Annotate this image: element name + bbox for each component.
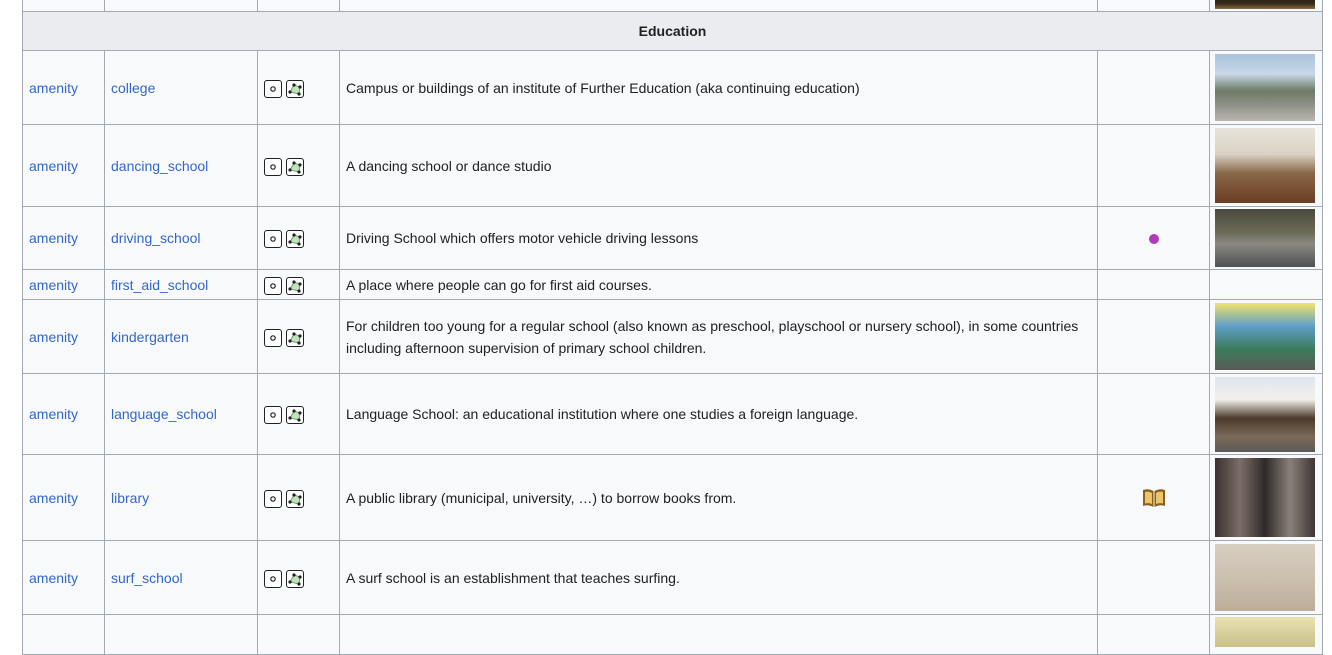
area-icon[interactable] bbox=[286, 80, 304, 98]
key-cell bbox=[23, 374, 105, 455]
table-row bbox=[23, 541, 1323, 615]
area-icon[interactable] bbox=[286, 158, 304, 176]
section-header-row bbox=[23, 12, 1323, 51]
table-row bbox=[23, 374, 1323, 455]
photo-cell bbox=[1210, 207, 1323, 270]
photo-cell bbox=[1210, 300, 1323, 374]
node-icon[interactable] bbox=[264, 80, 282, 98]
photo-cell bbox=[1210, 374, 1323, 455]
shelves-photo[interactable] bbox=[1215, 458, 1315, 537]
area-icon[interactable] bbox=[286, 329, 304, 347]
key-link[interactable]: amenity bbox=[29, 79, 79, 96]
key-cell bbox=[23, 541, 105, 615]
purple-dot-icon bbox=[1149, 234, 1159, 244]
area-icon[interactable] bbox=[286, 490, 304, 508]
key-cell bbox=[23, 51, 105, 125]
key-cell bbox=[23, 300, 105, 374]
value-link[interactable]: first_aid_school bbox=[111, 276, 209, 293]
element-icons bbox=[258, 374, 340, 455]
table-row bbox=[23, 207, 1323, 270]
element-icons bbox=[258, 541, 340, 615]
node-icon[interactable] bbox=[264, 570, 282, 588]
value-cell bbox=[105, 374, 258, 455]
description-cell: A surf school is an establishment that teaches surfing. bbox=[340, 541, 1098, 615]
table-row bbox=[23, 270, 1323, 300]
key-cell bbox=[23, 207, 105, 270]
rendering-cell bbox=[1098, 541, 1210, 615]
rendering-cell bbox=[1098, 207, 1210, 270]
section-title: Education bbox=[23, 12, 1323, 51]
building-photo[interactable] bbox=[1215, 377, 1315, 452]
rendering-cell bbox=[1098, 455, 1210, 541]
element-icons bbox=[258, 125, 340, 207]
description-cell: A public library (municipal, university, …) to borrow books from. bbox=[340, 455, 1098, 541]
previous-row bbox=[23, 0, 1323, 12]
description-cell: Language School: an educational institution where one studies a foreign language. bbox=[340, 374, 1098, 455]
photo-cell bbox=[1210, 541, 1323, 615]
node-icon[interactable] bbox=[264, 329, 282, 347]
value-cell bbox=[105, 270, 258, 300]
table-row bbox=[23, 51, 1323, 125]
node-icon[interactable] bbox=[264, 490, 282, 508]
rendering-cell bbox=[1098, 374, 1210, 455]
car-photo[interactable] bbox=[1215, 209, 1315, 267]
next-row bbox=[23, 615, 1323, 655]
key-link[interactable]: amenity bbox=[29, 230, 79, 246]
node-icon[interactable] bbox=[264, 277, 282, 295]
rendering-cell bbox=[1098, 125, 1210, 207]
value-link[interactable]: driving_school bbox=[111, 230, 201, 246]
element-icons bbox=[258, 270, 340, 300]
key-link[interactable]: amenity bbox=[29, 276, 79, 293]
description-cell: Campus or buildings of an institute of Further Education (aka continuing education) bbox=[340, 51, 1098, 125]
table-row bbox=[23, 300, 1323, 374]
previous-photo[interactable] bbox=[1215, 0, 1315, 9]
classroom-photo[interactable] bbox=[1215, 303, 1315, 370]
value-link[interactable]: library bbox=[111, 489, 150, 506]
area-icon[interactable] bbox=[286, 570, 304, 588]
value-link[interactable]: surf_school bbox=[111, 569, 183, 586]
value-cell bbox=[105, 51, 258, 125]
photo-cell bbox=[1210, 455, 1323, 541]
description-cell: A dancing school or dance studio bbox=[340, 125, 1098, 207]
value-link[interactable]: dancing_school bbox=[111, 157, 209, 174]
element-icons bbox=[258, 455, 340, 541]
key-link[interactable]: amenity bbox=[29, 489, 79, 506]
map-features-table bbox=[22, 0, 1323, 655]
table-row bbox=[23, 455, 1323, 541]
table-row bbox=[23, 125, 1323, 207]
key-link[interactable]: amenity bbox=[29, 328, 79, 345]
value-cell bbox=[105, 207, 258, 270]
element-icons bbox=[258, 51, 340, 125]
description-cell: Driving School which offers motor vehicle driving lessons bbox=[340, 207, 1098, 270]
rendering-cell bbox=[1098, 51, 1210, 125]
next-photo[interactable] bbox=[1215, 617, 1315, 647]
photo-cell bbox=[1210, 270, 1323, 300]
key-cell bbox=[23, 270, 105, 300]
beach-photo[interactable] bbox=[1215, 544, 1315, 611]
value-link[interactable]: language_school bbox=[111, 406, 217, 422]
value-link[interactable]: kindergarten bbox=[111, 328, 189, 345]
rendering-cell bbox=[1098, 300, 1210, 374]
key-link[interactable]: amenity bbox=[29, 569, 79, 586]
element-icons bbox=[258, 300, 340, 374]
value-link[interactable]: college bbox=[111, 79, 156, 96]
campus-photo[interactable] bbox=[1215, 54, 1315, 121]
photo-cell bbox=[1210, 51, 1323, 125]
key-link[interactable]: amenity bbox=[29, 406, 79, 422]
value-cell bbox=[105, 125, 258, 207]
node-icon[interactable] bbox=[264, 406, 282, 424]
area-icon[interactable] bbox=[286, 230, 304, 248]
key-cell bbox=[23, 455, 105, 541]
value-cell bbox=[105, 541, 258, 615]
description-cell: For children too young for a regular school (also known as preschool, playschool or nursery school), in some countries including afternoon supervision of primary school children. bbox=[340, 300, 1098, 374]
photo-cell bbox=[1210, 125, 1323, 207]
value-cell bbox=[105, 300, 258, 374]
dance-photo[interactable] bbox=[1215, 128, 1315, 203]
area-icon[interactable] bbox=[286, 277, 304, 295]
node-icon[interactable] bbox=[264, 230, 282, 248]
rendering-cell bbox=[1098, 270, 1210, 300]
area-icon[interactable] bbox=[286, 406, 304, 424]
book-icon bbox=[1141, 487, 1167, 509]
description-cell: A place where people can go for first aid courses. bbox=[340, 270, 1098, 300]
node-icon[interactable] bbox=[264, 158, 282, 176]
key-cell bbox=[23, 125, 105, 207]
value-cell bbox=[105, 455, 258, 541]
key-link[interactable]: amenity bbox=[29, 157, 79, 174]
element-icons bbox=[258, 207, 340, 270]
